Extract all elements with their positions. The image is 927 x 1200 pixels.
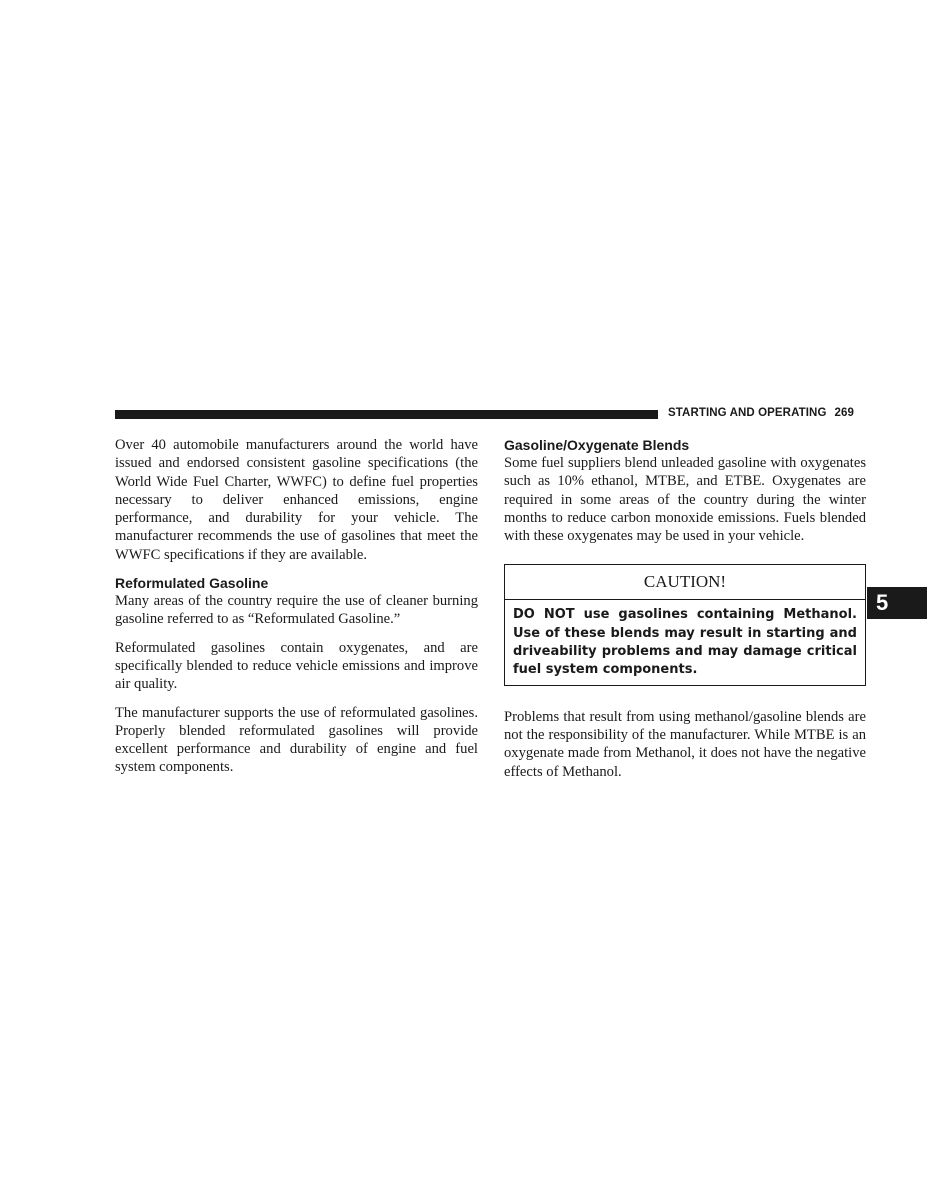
right-column <box>504 436 866 791</box>
oxygenate-blends-heading: Gasoline/Oxygenate Blends <box>504 437 690 453</box>
caution-text: DO NOT use gasolines containing Methanol. Use of these blends may result in starting and driveability problems and may damage critical fuel system components. <box>513 607 857 678</box>
left-column <box>115 436 478 787</box>
reformulated-gasoline-heading: Reformulated Gasoline <box>115 575 269 592</box>
section-title: STARTING AND OPERATING <box>668 407 827 419</box>
caution-box <box>504 564 866 685</box>
caution-title: CAUTION! <box>505 565 865 600</box>
oxygenate-blends-paragraph: Some fuel suppliers blend unleaded gasoline with oxygenates such as 10% ethanol, MTBE, and ETBE. Oxygenates are required in some areas of the country during the winter months to reduce carbon monoxide emissions. Fuels blended with these oxygenates may be used in your vehicle. <box>504 455 866 545</box>
reformulated-paragraph-2: Reformulated gasolines contain oxygenates, and are specifically blended to reduce vehicle emissions and improve air quality. <box>115 639 478 693</box>
wwfc-paragraph: Over 40 automobile manufacturers around the world have issued and endorsed consistent gasoline specifications (the World Wide Fuel Charter, WWFC) to define fuel properties necessary to deliver enhanced emissions, engine performance, and durability for your vehicle. The manufacturer recommends the use of gasolines that meet the WWFC specifications if they are available. <box>115 437 478 563</box>
chapter-tab: 5 <box>867 587 927 619</box>
page-number: 269 <box>834 407 855 419</box>
reformulated-paragraph-1: Many areas of the country require the use of cleaner burning gasoline referred to as “Reformulated Gasoline.” <box>115 593 478 628</box>
reformulated-paragraph-3: The manufacturer supports the use of reformulated gasolines. Properly blended reformulated gasolines will provide excellent performance and durability of engine and fuel system components. <box>115 704 478 776</box>
methanol-paragraph: Problems that result from using methanol/gasoline blends are not the responsibility of the manufacturer. While MTBE is an oxygenate made from Methanol, it does not have the negative effects of Methanol. <box>504 708 866 780</box>
running-header <box>668 407 854 419</box>
header-rule <box>115 410 658 419</box>
